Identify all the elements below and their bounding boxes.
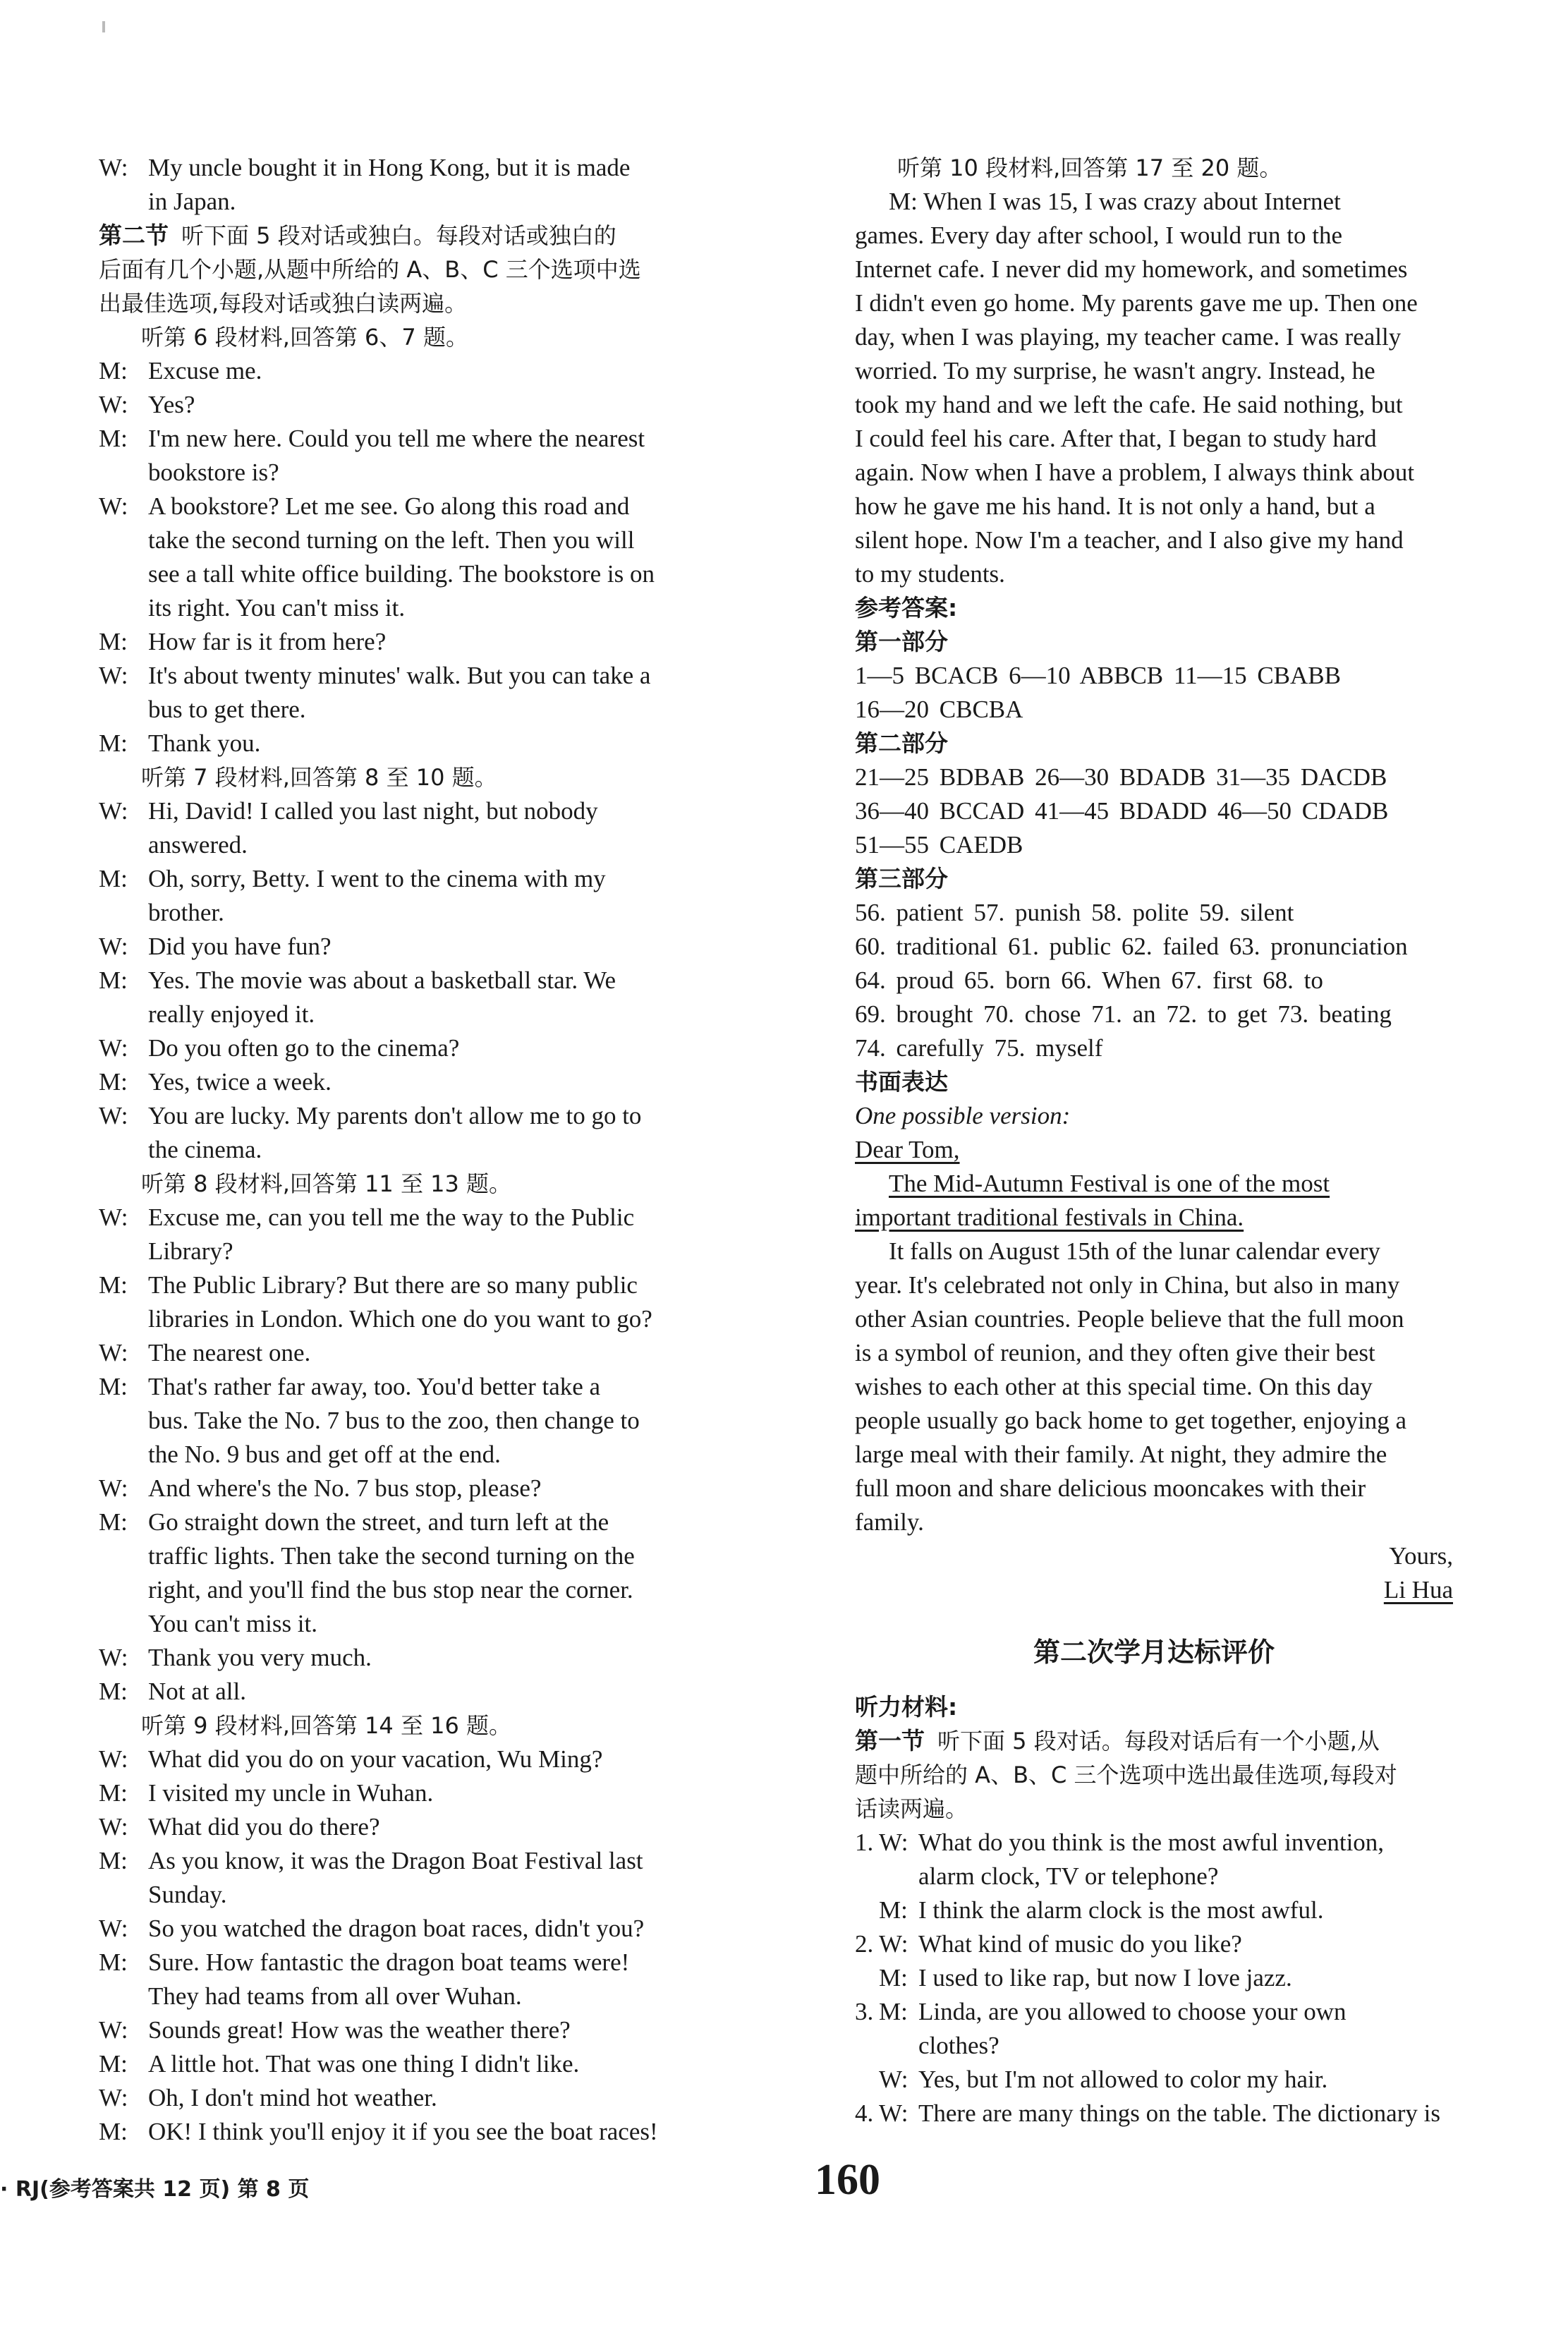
speaker-label: M: — [99, 1271, 128, 1299]
dialogue-text: A bookstore? Let me see. Go along this road and — [148, 492, 630, 520]
speaker-label: W: — [99, 1102, 128, 1129]
dialogue-continuation: the cinema. — [148, 1136, 262, 1163]
speaker-label: W: — [879, 1829, 908, 1856]
left-column — [99, 151, 698, 2149]
question-number: 1. — [855, 1829, 874, 1856]
section-heading: 听力材料: — [855, 1693, 958, 1721]
dialogue-line — [99, 625, 698, 659]
answer-line: 1—5 BCACB 6—10 ABBCB 11—15 CBABB — [855, 662, 1341, 689]
dialogue-line — [99, 1065, 698, 1099]
answer-line: 21—25 BDBAB 26—30 BDADB 31—35 DACDB — [855, 763, 1387, 791]
listening-material-label: 听第 9 段材料,回答第 14 至 16 题。 — [141, 1712, 512, 1739]
dialogue-line — [99, 1099, 698, 1133]
underlined-text: important traditional festivals in China. — [855, 1204, 1244, 1231]
answer-line: 60. traditional 61. public 62. failed 63. pronunciation — [855, 933, 1408, 960]
dialogue-continuation: clothes? — [918, 2032, 999, 2059]
dialogue-continuation: in Japan. — [148, 188, 236, 215]
dialogue-continuation: bookstore is? — [148, 459, 279, 486]
section-instruction — [99, 219, 698, 253]
answer-line: 36—40 BCCAD 41—45 BDADD 46—50 CDADB — [855, 797, 1389, 825]
dialogue-line — [99, 727, 698, 760]
speaker-label: M: — [99, 1678, 128, 1705]
dialogue-line — [99, 151, 698, 185]
paragraph-line: games. Every day after school, I would run to the — [855, 222, 1343, 249]
dialogue-text: Yes, twice a week. — [148, 1068, 332, 1096]
dialogue-text: Thank you very much. — [148, 1644, 372, 1671]
numbered-dialogue-reply — [855, 2063, 1453, 2097]
dialogue-text: What did you do on your vacation, Wu Ming? — [148, 1745, 603, 1773]
paragraph-line: other Asian countries. People believe that the full moon — [855, 1305, 1404, 1333]
answer-line: 56. patient 57. punish 58. polite 59. silent — [855, 899, 1294, 926]
paragraph-first-line: M: When I was 15, I was crazy about Internet — [889, 188, 1341, 215]
dialogue-text: Hi, David! I called you last night, but nobody — [148, 797, 598, 825]
speaker-label: M: — [99, 1068, 128, 1096]
dialogue-line — [99, 930, 698, 964]
listening-material-label: 听第 7 段材料,回答第 8 至 10 题。 — [141, 764, 497, 791]
instruction-text: 出最佳选项,每段对话或独白读两遍。 — [99, 290, 468, 317]
dialogue-continuation: bus to get there. — [148, 696, 306, 723]
section-instruction-text: 听下面 5 段对话或独白。每段对话或独白的 — [181, 222, 616, 249]
dialogue-text: A little hot. That was one thing I didn't like. — [148, 2050, 580, 2078]
scan-mark — [102, 21, 105, 32]
dialogue-text: So you watched the dragon boat races, didn't you? — [148, 1915, 645, 1942]
speaker-label: W: — [99, 1034, 128, 1062]
speaker-label: W: — [99, 1915, 128, 1942]
dialogue-text: Thank you. — [148, 729, 261, 757]
speaker-label: W: — [99, 1813, 128, 1841]
dialogue-text: Go straight down the street, and turn left at the — [148, 1508, 609, 1536]
speaker-label: W: — [99, 1745, 128, 1773]
dialogue-line — [99, 794, 698, 828]
speaker-label: W: — [99, 1339, 128, 1366]
paragraph-line: I could feel his care. After that, I began to study hard — [855, 425, 1377, 452]
letter-closing: Yours, — [1389, 1542, 1453, 1570]
speaker-label: M: — [99, 2050, 128, 2078]
speaker-label: W: — [879, 2066, 908, 2093]
answer-line: 51—55 CAEDB — [855, 831, 1023, 859]
dialogue-text: I used to like rap, but now I love jazz. — [918, 1964, 1292, 1992]
underlined-line — [855, 1201, 1453, 1235]
dialogue-line — [99, 862, 698, 896]
dialogue-text: Yes? — [148, 391, 195, 418]
speaker-label: W: — [879, 1930, 908, 1958]
dialogue-text: As you know, it was the Dragon Boat Festival last — [148, 1847, 643, 1874]
answer-line: 69. brought 70. chose 71. an 72. to get 73. beating — [855, 1000, 1392, 1028]
section-title: 第二次学月达标评价 — [1033, 1637, 1275, 1668]
section-instruction — [855, 1724, 1453, 1758]
dialogue-text: Oh, sorry, Betty. I went to the cinema with my — [148, 865, 606, 892]
paragraph-last-line: to my students. — [855, 560, 1005, 588]
speaker-label: M: — [99, 425, 128, 452]
speaker-label: W: — [99, 1204, 128, 1231]
dialogue-text: Sure. How fantastic the dragon boat teams were! — [148, 1948, 630, 1976]
dialogue-text: What kind of music do you like? — [918, 1930, 1242, 1958]
dialogue-line — [99, 1675, 698, 1709]
dialogue-continuation: alarm clock, TV or telephone? — [918, 1862, 1219, 1890]
paragraph-first-line: It falls on August 15th of the lunar calendar every — [889, 1237, 1380, 1265]
paragraph-line: large meal with their family. At night, they admire the — [855, 1441, 1387, 1468]
paragraph-line: I didn't even go home. My parents gave me up. Then one — [855, 289, 1418, 317]
dialogue-continuation: traffic lights. Then take the second turning on the — [148, 1542, 635, 1570]
dialogue-line — [99, 1946, 698, 1980]
dialogue-text: Yes. The movie was about a basketball star. We — [148, 966, 616, 994]
speaker-label: W: — [99, 797, 128, 825]
listening-material-label: 听第 8 段材料,回答第 11 至 13 题。 — [141, 1170, 512, 1197]
section-label: 第一节 — [855, 1727, 925, 1754]
dialogue-text: Excuse me, can you tell me the way to the Public — [148, 1204, 635, 1231]
numbered-dialogue — [855, 1927, 1453, 1961]
paragraph-line: took my hand and we left the cafe. He said nothing, but — [855, 391, 1403, 418]
dialogue-continuation: You can't miss it. — [148, 1610, 318, 1637]
section-instruction-text: 听下面 5 段对话。每段对话后有一个小题,从 — [937, 1728, 1380, 1754]
dialogue-line — [99, 1641, 698, 1675]
dialogue-continuation: bus. Take the No. 7 bus to the zoo, then change to — [148, 1407, 640, 1434]
answer-line: 64. proud 65. born 66. When 67. first 68. to — [855, 966, 1323, 994]
answer-line: 16—20 CBCBA — [855, 696, 1023, 723]
instruction-text: 话读两遍。 — [855, 1795, 968, 1822]
dialogue-continuation: Sunday. — [148, 1881, 227, 1908]
dialogue-continuation: They had teams from all over Wuhan. — [148, 1982, 522, 2010]
dialogue-continuation: answered. — [148, 831, 248, 859]
version-label: One possible version: — [855, 1102, 1071, 1129]
speaker-label: M: — [99, 1508, 128, 1536]
speaker-label: W: — [99, 2084, 128, 2111]
page-number: 160 — [815, 2156, 880, 2204]
paragraph-line: again. Now when I have a problem, I always think about — [855, 459, 1415, 486]
speaker-label: M: — [99, 1948, 128, 1976]
section-heading: 第一部分 — [855, 628, 948, 655]
speaker-label: M: — [879, 1896, 908, 1924]
dialogue-continuation: see a tall white office building. The bookstore is on — [148, 560, 655, 588]
paragraph-line: wishes to each other at this special time. On this day — [855, 1373, 1373, 1400]
dialogue-line — [99, 1472, 698, 1505]
speaker-label: M: — [99, 2118, 128, 2145]
dialogue-line — [99, 1912, 698, 1946]
speaker-label: W: — [99, 2016, 128, 2044]
dialogue-text: Did you have fun? — [148, 933, 332, 960]
listening-material-label: 听第 10 段材料,回答第 17 至 20 题。 — [897, 154, 1282, 181]
speaker-label: W: — [879, 2099, 908, 2127]
question-number: 3. — [855, 1998, 874, 2025]
section-heading: 第二部分 — [855, 729, 948, 757]
dialogue-continuation: libraries in London. Which one do you want to go? — [148, 1305, 652, 1333]
dialogue-text: And where's the No. 7 bus stop, please? — [148, 1474, 542, 1502]
dialogue-line — [99, 1844, 698, 1878]
speaker-label: W: — [99, 391, 128, 418]
dialogue-line — [99, 2013, 698, 2047]
paragraph-line: people usually go back home to get together, enjoying a — [855, 1407, 1406, 1434]
paragraph-line: how he gave me his hand. It is not only a hand, but a — [855, 492, 1375, 520]
dialogue-line — [99, 2115, 698, 2149]
speaker-label: M: — [99, 966, 128, 994]
paragraph-line: is a symbol of reunion, and they often give their best — [855, 1339, 1375, 1366]
dialogue-line — [99, 1031, 698, 1065]
dialogue-text: I visited my uncle in Wuhan. — [148, 1779, 434, 1807]
numbered-dialogue — [855, 2097, 1453, 2130]
right-column — [855, 151, 1453, 2130]
paragraph-line: full moon and share delicious mooncakes with their — [855, 1474, 1366, 1502]
dialogue-text: Linda, are you allowed to choose your own — [918, 1998, 1347, 2025]
dialogue-continuation: Library? — [148, 1237, 233, 1265]
dialogue-text: That's rather far away, too. You'd better take a — [148, 1373, 601, 1400]
dialogue-line — [99, 659, 698, 693]
underlined-line — [855, 1167, 1453, 1201]
speaker-label: M: — [99, 1373, 128, 1400]
numbered-dialogue — [855, 1995, 1453, 2029]
dialogue-text: There are many things on the table. The dictionary is — [918, 2099, 1440, 2127]
numbered-dialogue — [855, 1826, 1453, 1860]
speaker-label: M: — [99, 628, 128, 655]
section-heading: 第三部分 — [855, 865, 948, 892]
dialogue-line — [99, 490, 698, 523]
dialogue-text: My uncle bought it in Hong Kong, but it is made — [148, 154, 631, 181]
dialogue-text: I'm new here. Could you tell me where the nearest — [148, 425, 645, 452]
speaker-label: M: — [99, 1847, 128, 1874]
dialogue-continuation: brother. — [148, 899, 224, 926]
instruction-text: 后面有几个小题,从题中所给的 A、B、C 三个选项中选 — [99, 256, 641, 283]
speaker-label: M: — [99, 729, 128, 757]
paragraph-line: Internet cafe. I never did my homework, and sometimes — [855, 255, 1408, 283]
dialogue-line — [99, 1776, 698, 1810]
question-number: 4. — [855, 2099, 874, 2127]
dialogue-text: Not at all. — [148, 1678, 246, 1705]
paragraph-last-line: family. — [855, 1508, 924, 1536]
dialogue-continuation: its right. You can't miss it. — [148, 594, 406, 622]
section-label: 第二节 — [99, 222, 169, 249]
dialogue-line — [99, 1336, 698, 1370]
section-heading: 参考答案: — [855, 594, 958, 622]
speaker-label: M: — [99, 865, 128, 892]
footer-label: · RJ(参考答案共 12 页) 第 8 页 — [0, 2177, 310, 2202]
dialogue-text: Oh, I don't mind hot weather. — [148, 2084, 437, 2111]
dialogue-text: Do you often go to the cinema? — [148, 1034, 460, 1062]
dialogue-line — [99, 388, 698, 422]
speaker-label: W: — [99, 154, 128, 181]
dialogue-line — [99, 2047, 698, 2081]
dialogue-continuation: really enjoyed it. — [148, 1000, 315, 1028]
speaker-label: W: — [99, 1474, 128, 1502]
dialogue-continuation: the No. 9 bus and get off at the end. — [148, 1441, 501, 1468]
section-heading: 书面表达 — [855, 1068, 948, 1096]
dialogue-line — [99, 354, 698, 388]
paragraph-line: silent hope. Now I'm a teacher, and I also give my hand — [855, 526, 1404, 554]
paragraph-line: worried. To my surprise, he wasn't angry. Instead, he — [855, 357, 1375, 384]
signature-name: Li Hua — [1383, 1576, 1453, 1604]
speaker-label: M: — [99, 357, 128, 384]
dialogue-text: OK! I think you'll enjoy it if you see the boat races! — [148, 2118, 658, 2145]
question-number: 2. — [855, 1930, 874, 1958]
paragraph-line: day, when I was playing, my teacher came. I was really — [855, 323, 1402, 351]
dialogue-continuation: take the second turning on the left. Then you will — [148, 526, 635, 554]
speaker-label: W: — [99, 492, 128, 520]
dialogue-line — [99, 422, 698, 456]
dialogue-text: What did you do there? — [148, 1813, 380, 1841]
dialogue-line — [99, 1505, 698, 1539]
dialogue-continuation: right, and you'll find the bus stop near the corner. — [148, 1576, 633, 1604]
answer-line: 74. carefully 75. myself — [855, 1034, 1103, 1062]
dialogue-text: The nearest one. — [148, 1339, 311, 1366]
dialogue-text: Excuse me. — [148, 357, 262, 384]
dialogue-line — [99, 1810, 698, 1844]
numbered-dialogue-reply — [855, 1961, 1453, 1995]
speaker-label: M: — [99, 1779, 128, 1807]
dialogue-text: You are lucky. My parents don't allow me to go to — [148, 1102, 642, 1129]
dialogue-line — [99, 1370, 698, 1404]
paragraph-line: year. It's celebrated not only in China, but also in many — [855, 1271, 1400, 1299]
underlined-text: The Mid-Autumn Festival is one of the most — [889, 1170, 1330, 1197]
dialogue-line — [99, 1742, 698, 1776]
dialogue-text: How far is it from here? — [148, 628, 387, 655]
dialogue-text: I think the alarm clock is the most awful. — [918, 1896, 1324, 1924]
speaker-label: W: — [99, 662, 128, 689]
speaker-label: M: — [879, 1964, 908, 1992]
instruction-text: 题中所给的 A、B、C 三个选项中选出最佳选项,每段对 — [855, 1762, 1397, 1788]
underlined-text: Dear Tom, — [855, 1136, 960, 1163]
dialogue-line — [99, 1201, 698, 1235]
listening-material-label: 听第 6 段材料,回答第 6、7 题。 — [141, 324, 468, 351]
dialogue-text: The Public Library? But there are so many public — [148, 1271, 638, 1299]
dialogue-text: Sounds great! How was the weather there? — [148, 2016, 571, 2044]
speaker-label: W: — [99, 1644, 128, 1671]
letter-signature — [855, 1573, 1453, 1607]
dialogue-line — [99, 964, 698, 998]
underlined-line — [855, 1133, 1453, 1167]
dialogue-text: Yes, but I'm not allowed to color my hair. — [918, 2066, 1328, 2093]
dialogue-text: What do you think is the most awful invention, — [918, 1829, 1385, 1856]
dialogue-line — [99, 2081, 698, 2115]
numbered-dialogue-reply — [855, 1893, 1453, 1927]
speaker-label: W: — [99, 933, 128, 960]
dialogue-line — [99, 1268, 698, 1302]
speaker-label: M: — [879, 1998, 908, 2025]
dialogue-text: It's about twenty minutes' walk. But you can take a — [148, 662, 651, 689]
